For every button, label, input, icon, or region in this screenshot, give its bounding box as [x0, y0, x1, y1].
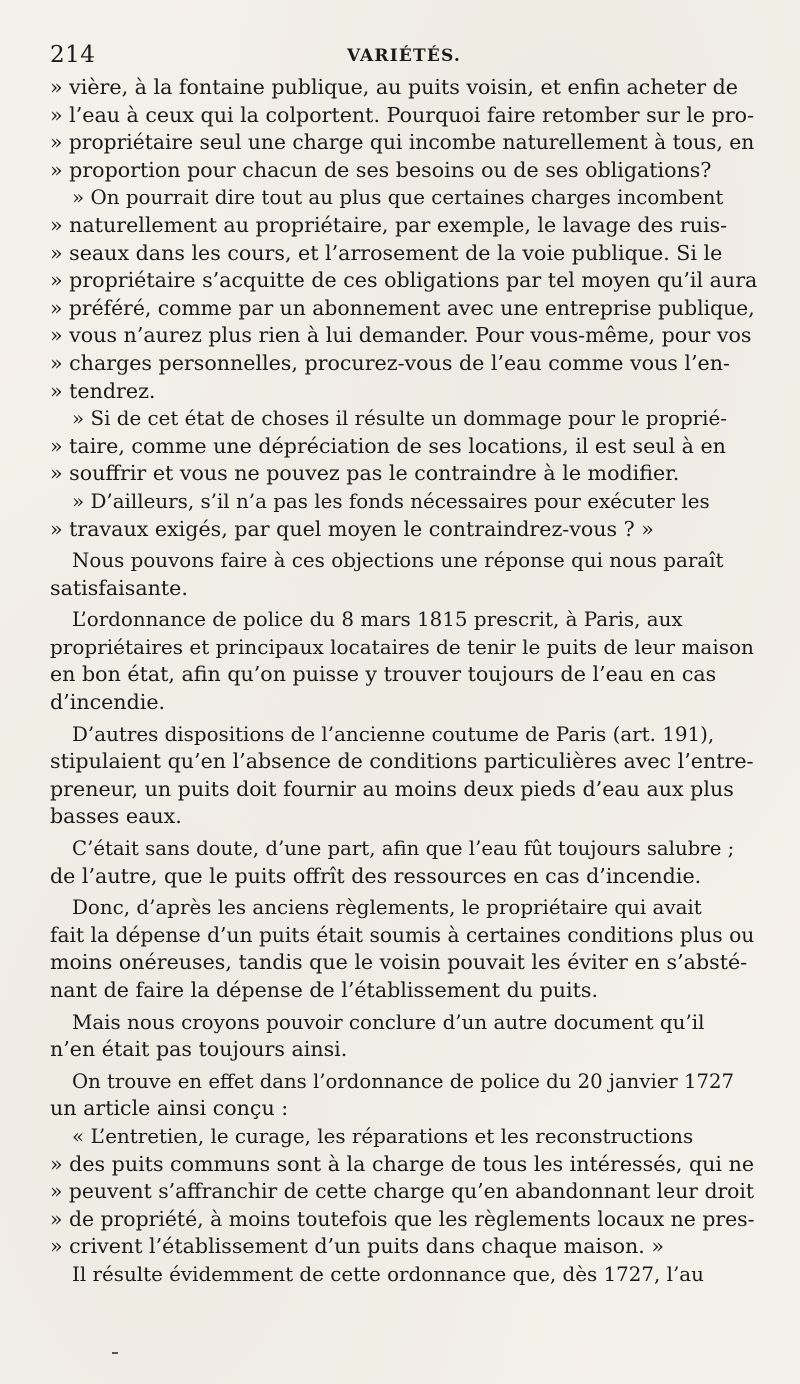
text-line: fait la dépense d’un puits était soumis à certaines conditions plus ou [50, 922, 755, 947]
text-line: » charges personnelles, procurez-vous de l’eau comme vous l’en- [50, 350, 730, 375]
text-line: basses eaux. [50, 804, 182, 829]
text-line: un article ainsi conçu : [50, 1096, 289, 1121]
body-text [50, 74, 758, 1289]
text-line: » des puits communs sont à la charge de tous les intéressés, qui ne [50, 1151, 755, 1176]
text-line: » On pourrait dire tout au plus que certaines charges incombent [72, 186, 724, 210]
text-line: » naturellement au propriétaire, par exemple, le lavage des ruis- [50, 212, 728, 237]
text-line: » préféré, comme par un abonnement avec une entreprise publique, [50, 295, 755, 320]
text-line: en bon état, afin qu’on puisse y trouver toujours de l’eau en cas [50, 662, 717, 687]
text-line: Donc, d’après les anciens règlements, le propriétaire qui avait [72, 896, 702, 920]
running-title: VARIÉTÉS. [346, 46, 462, 66]
text-line: stipulaient qu’en l’absence de conditions particulières avec l’entre- [50, 749, 754, 774]
text-line: » souffrir et vous ne pouvez pas le contraindre à le modifier. [50, 461, 680, 486]
text-line: nant de faire la dépense de l’établissement du puits. [50, 978, 599, 1002]
text-line: » D’ailleurs, s’il n’a pas les fonds nécessaires pour exécuter les [72, 489, 710, 513]
print-mark [112, 1352, 118, 1354]
text-line: » seaux dans les cours, et l’arrosement de la voie publique. Si le [50, 240, 723, 265]
text-line: de l’autre, que le puits offrît des ressources en cas d’incendie. [50, 863, 702, 888]
text-line: Il résulte évidemment de cette ordonnance que, dès 1727, l’au [72, 1262, 704, 1286]
page-number: 214 [50, 42, 96, 68]
text-line: C’était sans doute, d’une part, afin que l’eau fût toujours salubre ; [72, 837, 735, 861]
text-line: n’en était pas toujours ainsi. [50, 1037, 348, 1062]
text-line: D’autres dispositions de l’ancienne coutume de Paris (art. 191), [72, 722, 715, 746]
text-line: » Si de cet état de choses il résulte un dommage pour le proprié- [72, 407, 727, 431]
text-line: « L’entretien, le curage, les réparations et les reconstructions [72, 1124, 694, 1148]
text-line: On trouve en effet dans l’ordonnance de police du 20 janvier 1727 [72, 1069, 735, 1093]
text-line: propriétaires et principaux locataires de tenir le puits de leur maison [50, 634, 754, 659]
text-line: preneur, un puits doit fournir au moins deux pieds d’eau aux plus [50, 776, 734, 801]
text-line: » propriétaire seul une charge qui incombe naturellement à tous, en [50, 130, 755, 155]
text-line: » vous n’aurez plus rien à lui demander. Pour vous-même, pour vos [50, 323, 752, 348]
page-header [50, 34, 758, 74]
text-line: » l’eau à ceux qui la colportent. Pourquoi faire retomber sur le pro- [50, 102, 755, 127]
text-line: » tendrez. [50, 378, 156, 403]
text-line: satisfaisante. [50, 575, 188, 600]
text-line: d’incendie. [50, 690, 166, 715]
text-line: Nous pouvons faire à ces objections une réponse qui nous paraît [72, 549, 724, 573]
text-line: » crivent l’établissement d’un puits dans chaque maison. » [50, 1234, 665, 1259]
text-line: » vière, à la fontaine publique, au puits voisin, et enfin acheter de [50, 75, 738, 99]
text-line: » peuvent s’affranchir de cette charge qu’en abandonnant leur droit [50, 1179, 755, 1204]
text-line: » proportion pour chacun de ses besoins ou de ses obligations? [50, 157, 712, 182]
text-line: Mais nous croyons pouvoir conclure d’un autre document qu’il [72, 1010, 705, 1034]
text-line: » travaux exigés, par quel moyen le contraindrez-vous ? » [50, 516, 654, 541]
text-line: moins onéreuses, tandis que le voisin pouvait les éviter en s’absté- [50, 950, 748, 975]
text-line: » propriétaire s’acquitte de ces obligations par tel moyen qu’il aura [50, 268, 758, 293]
text-line: » taire, comme une dépréciation de ses locations, il est seul à en [50, 433, 726, 458]
text-line: L’ordonnance de police du 8 mars 1815 prescrit, à Paris, aux [72, 608, 683, 632]
text-line: » de propriété, à moins toutefois que les règlements locaux ne pres- [50, 1206, 755, 1231]
